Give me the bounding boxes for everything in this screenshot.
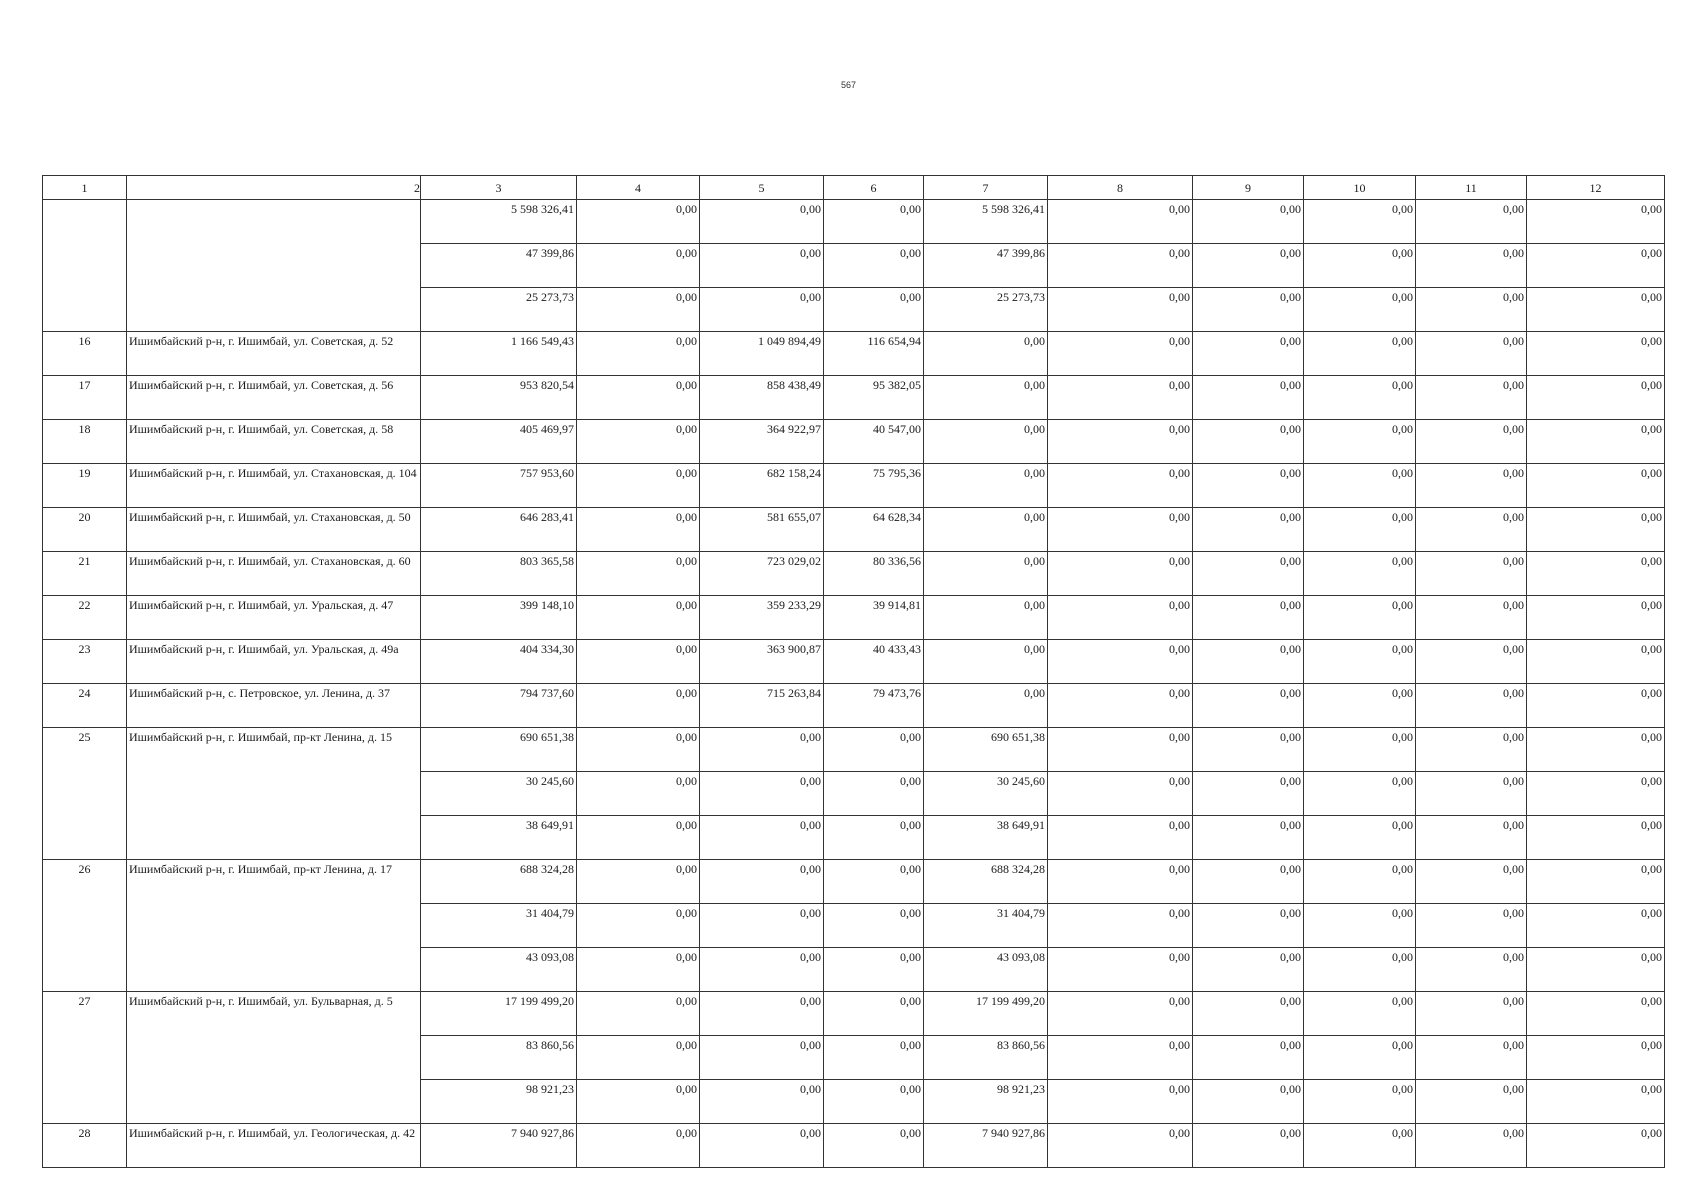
- value-cell-col-9: 0,00: [1193, 200, 1304, 244]
- value-cell-col-7: 30 245,60: [924, 772, 1048, 816]
- value-cell-col-11: 0,00: [1416, 948, 1527, 992]
- address-cell: Ишимбайский р-н, г. Ишимбай, пр-кт Ленина, д. 15: [127, 728, 421, 860]
- value-cell-col-10: 0,00: [1304, 728, 1416, 772]
- column-header-8: 8: [1048, 176, 1193, 200]
- value-cell-col-12: 0,00: [1527, 332, 1665, 376]
- value-cell-col-11: 0,00: [1416, 860, 1527, 904]
- address-cell: Ишимбайский р-н, г. Ишимбай, ул. Геологическая, д. 42: [127, 1124, 421, 1168]
- header-row: [43, 176, 1665, 200]
- value-cell-col-5: 0,00: [700, 244, 824, 288]
- value-cell-col-7: 98 921,23: [924, 1080, 1048, 1124]
- value-cell-col-8: 0,00: [1048, 420, 1193, 464]
- value-cell-col-10: 0,00: [1304, 1080, 1416, 1124]
- value-cell-col-5: 0,00: [700, 1124, 824, 1168]
- value-cell-col-8: 0,00: [1048, 464, 1193, 508]
- value-cell-col-8: 0,00: [1048, 596, 1193, 640]
- value-cell-col-3: 646 283,41: [421, 508, 577, 552]
- table-row: [43, 508, 1665, 552]
- value-cell-col-6: 40 547,00: [824, 420, 924, 464]
- value-cell-col-12: 0,00: [1527, 508, 1665, 552]
- table-row: [43, 332, 1665, 376]
- value-cell-col-3: 38 649,91: [421, 816, 577, 860]
- value-cell-col-5: 0,00: [700, 948, 824, 992]
- column-header-7: 7: [924, 176, 1048, 200]
- value-cell-col-3: 31 404,79: [421, 904, 577, 948]
- value-cell-col-7: 690 651,38: [924, 728, 1048, 772]
- row-index: 18: [43, 420, 127, 464]
- table-body: [43, 200, 1665, 1168]
- value-cell-col-11: 0,00: [1416, 904, 1527, 948]
- value-cell-col-6: 95 382,05: [824, 376, 924, 420]
- value-cell-col-9: 0,00: [1193, 508, 1304, 552]
- value-cell-col-6: 0,00: [824, 200, 924, 244]
- value-cell-col-6: 0,00: [824, 244, 924, 288]
- data-table: [42, 175, 1665, 1168]
- value-cell-col-7: 83 860,56: [924, 1036, 1048, 1080]
- value-cell-col-4: 0,00: [577, 244, 700, 288]
- value-cell-col-11: 0,00: [1416, 200, 1527, 244]
- value-cell-col-7: 47 399,86: [924, 244, 1048, 288]
- value-cell-col-8: 0,00: [1048, 816, 1193, 860]
- value-cell-col-10: 0,00: [1304, 948, 1416, 992]
- table-row: [43, 552, 1665, 596]
- value-cell-col-6: 39 914,81: [824, 596, 924, 640]
- value-cell-col-8: 0,00: [1048, 376, 1193, 420]
- value-cell-col-4: 0,00: [577, 728, 700, 772]
- value-cell-col-3: 1 166 549,43: [421, 332, 577, 376]
- value-cell-col-11: 0,00: [1416, 464, 1527, 508]
- value-cell-col-11: 0,00: [1416, 1124, 1527, 1168]
- value-cell-col-6: 116 654,94: [824, 332, 924, 376]
- value-cell-col-8: 0,00: [1048, 860, 1193, 904]
- value-cell-col-3: 405 469,97: [421, 420, 577, 464]
- row-index: 17: [43, 376, 127, 420]
- table-row: [43, 684, 1665, 728]
- value-cell-col-4: 0,00: [577, 376, 700, 420]
- address-cell: Ишимбайский р-н, г. Ишимбай, ул. Уральская, д. 49а: [127, 640, 421, 684]
- address-cell: Ишимбайский р-н, г. Ишимбай, ул. Бульварная, д. 5: [127, 992, 421, 1124]
- value-cell-col-9: 0,00: [1193, 860, 1304, 904]
- value-cell-col-8: 0,00: [1048, 684, 1193, 728]
- value-cell-col-8: 0,00: [1048, 332, 1193, 376]
- address-cell: Ишимбайский р-н, г. Ишимбай, ул. Стахановская, д. 60: [127, 552, 421, 596]
- row-index: 19: [43, 464, 127, 508]
- value-cell-col-5: 715 263,84: [700, 684, 824, 728]
- value-cell-col-8: 0,00: [1048, 288, 1193, 332]
- value-cell-col-5: 363 900,87: [700, 640, 824, 684]
- value-cell-col-10: 0,00: [1304, 772, 1416, 816]
- address-cell: Ишимбайский р-н, г. Ишимбай, ул. Советская, д. 56: [127, 376, 421, 420]
- value-cell-col-5: 1 049 894,49: [700, 332, 824, 376]
- value-cell-col-10: 0,00: [1304, 904, 1416, 948]
- value-cell-col-9: 0,00: [1193, 464, 1304, 508]
- value-cell-col-3: 98 921,23: [421, 1080, 577, 1124]
- value-cell-col-9: 0,00: [1193, 376, 1304, 420]
- value-cell-col-5: 0,00: [700, 288, 824, 332]
- value-cell-col-4: 0,00: [577, 948, 700, 992]
- value-cell-col-6: 0,00: [824, 728, 924, 772]
- address-cell: Ишимбайский р-н, г. Ишимбай, ул. Стахановская, д. 50: [127, 508, 421, 552]
- value-cell-col-12: 0,00: [1527, 1124, 1665, 1168]
- value-cell-col-12: 0,00: [1527, 816, 1665, 860]
- value-cell-col-12: 0,00: [1527, 244, 1665, 288]
- value-cell-col-10: 0,00: [1304, 420, 1416, 464]
- value-cell-col-10: 0,00: [1304, 288, 1416, 332]
- value-cell-col-5: 581 655,07: [700, 508, 824, 552]
- value-cell-col-5: 0,00: [700, 992, 824, 1036]
- value-cell-col-10: 0,00: [1304, 640, 1416, 684]
- value-cell-col-4: 0,00: [577, 1124, 700, 1168]
- value-cell-col-4: 0,00: [577, 200, 700, 244]
- value-cell-col-5: 0,00: [700, 816, 824, 860]
- value-cell-col-4: 0,00: [577, 508, 700, 552]
- value-cell-col-4: 0,00: [577, 992, 700, 1036]
- value-cell-col-11: 0,00: [1416, 332, 1527, 376]
- value-cell-col-8: 0,00: [1048, 1036, 1193, 1080]
- value-cell-col-10: 0,00: [1304, 860, 1416, 904]
- value-cell-col-7: 43 093,08: [924, 948, 1048, 992]
- value-cell-col-10: 0,00: [1304, 332, 1416, 376]
- value-cell-col-8: 0,00: [1048, 508, 1193, 552]
- value-cell-col-4: 0,00: [577, 1080, 700, 1124]
- value-cell-col-7: 0,00: [924, 508, 1048, 552]
- value-cell-col-3: 803 365,58: [421, 552, 577, 596]
- column-header-3: 3: [421, 176, 577, 200]
- value-cell-col-3: 953 820,54: [421, 376, 577, 420]
- row-index: 21: [43, 552, 127, 596]
- value-cell-col-4: 0,00: [577, 464, 700, 508]
- value-cell-col-5: 364 922,97: [700, 420, 824, 464]
- value-cell-col-7: 7 940 927,86: [924, 1124, 1048, 1168]
- value-cell-col-9: 0,00: [1193, 1036, 1304, 1080]
- value-cell-col-4: 0,00: [577, 640, 700, 684]
- value-cell-col-3: 47 399,86: [421, 244, 577, 288]
- value-cell-col-3: 690 651,38: [421, 728, 577, 772]
- table-row: [43, 860, 1665, 904]
- value-cell-col-11: 0,00: [1416, 376, 1527, 420]
- value-cell-col-6: 79 473,76: [824, 684, 924, 728]
- value-cell-col-5: 0,00: [700, 200, 824, 244]
- value-cell-col-6: 0,00: [824, 992, 924, 1036]
- table-row: [43, 464, 1665, 508]
- address-cell: Ишимбайский р-н, с. Петровское, ул. Ленина, д. 37: [127, 684, 421, 728]
- value-cell-col-11: 0,00: [1416, 640, 1527, 684]
- row-index: 24: [43, 684, 127, 728]
- table-row: [43, 640, 1665, 684]
- value-cell-col-3: 757 953,60: [421, 464, 577, 508]
- address-cell: Ишимбайский р-н, г. Ишимбай, ул. Советская, д. 58: [127, 420, 421, 464]
- value-cell-col-7: 38 649,91: [924, 816, 1048, 860]
- value-cell-col-5: 0,00: [700, 904, 824, 948]
- value-cell-col-4: 0,00: [577, 860, 700, 904]
- value-cell-col-9: 0,00: [1193, 772, 1304, 816]
- value-cell-col-10: 0,00: [1304, 376, 1416, 420]
- value-cell-col-5: 0,00: [700, 1036, 824, 1080]
- value-cell-col-8: 0,00: [1048, 1080, 1193, 1124]
- value-cell-col-12: 0,00: [1527, 640, 1665, 684]
- value-cell-col-9: 0,00: [1193, 992, 1304, 1036]
- value-cell-col-9: 0,00: [1193, 552, 1304, 596]
- value-cell-col-9: 0,00: [1193, 596, 1304, 640]
- value-cell-col-10: 0,00: [1304, 684, 1416, 728]
- value-cell-col-3: 83 860,56: [421, 1036, 577, 1080]
- table-row: [43, 376, 1665, 420]
- value-cell-col-8: 0,00: [1048, 244, 1193, 288]
- value-cell-col-11: 0,00: [1416, 728, 1527, 772]
- table-row: [43, 200, 1665, 244]
- value-cell-col-7: 0,00: [924, 420, 1048, 464]
- value-cell-col-12: 0,00: [1527, 552, 1665, 596]
- value-cell-col-5: 0,00: [700, 1080, 824, 1124]
- table-row: [43, 728, 1665, 772]
- value-cell-col-3: 399 148,10: [421, 596, 577, 640]
- value-cell-col-10: 0,00: [1304, 244, 1416, 288]
- value-cell-col-5: 0,00: [700, 772, 824, 816]
- value-cell-col-10: 0,00: [1304, 992, 1416, 1036]
- value-cell-col-4: 0,00: [577, 1036, 700, 1080]
- value-cell-col-7: 0,00: [924, 464, 1048, 508]
- value-cell-col-11: 0,00: [1416, 684, 1527, 728]
- value-cell-col-11: 0,00: [1416, 420, 1527, 464]
- value-cell-col-5: 359 233,29: [700, 596, 824, 640]
- value-cell-col-7: 31 404,79: [924, 904, 1048, 948]
- value-cell-col-5: 858 438,49: [700, 376, 824, 420]
- row-index: 23: [43, 640, 127, 684]
- value-cell-col-9: 0,00: [1193, 640, 1304, 684]
- value-cell-col-6: 0,00: [824, 1124, 924, 1168]
- value-cell-col-7: 17 199 499,20: [924, 992, 1048, 1036]
- page-number: 567: [840, 80, 857, 90]
- value-cell-col-12: 0,00: [1527, 948, 1665, 992]
- value-cell-col-7: 25 273,73: [924, 288, 1048, 332]
- value-cell-col-11: 0,00: [1416, 244, 1527, 288]
- value-cell-col-3: 17 199 499,20: [421, 992, 577, 1036]
- value-cell-col-9: 0,00: [1193, 244, 1304, 288]
- value-cell-col-9: 0,00: [1193, 728, 1304, 772]
- value-cell-col-6: 0,00: [824, 904, 924, 948]
- value-cell-col-6: 75 795,36: [824, 464, 924, 508]
- value-cell-col-11: 0,00: [1416, 508, 1527, 552]
- table-row: [43, 596, 1665, 640]
- value-cell-col-12: 0,00: [1527, 420, 1665, 464]
- address-cell: Ишимбайский р-н, г. Ишимбай, ул. Стахановская, д. 104: [127, 464, 421, 508]
- value-cell-col-11: 0,00: [1416, 1036, 1527, 1080]
- column-header-10: 10: [1304, 176, 1416, 200]
- address-cell: Ишимбайский р-н, г. Ишимбай, ул. Советская, д. 52: [127, 332, 421, 376]
- value-cell-col-10: 0,00: [1304, 464, 1416, 508]
- value-cell-col-12: 0,00: [1527, 288, 1665, 332]
- row-index: 27: [43, 992, 127, 1124]
- row-index: 25: [43, 728, 127, 860]
- value-cell-col-6: 0,00: [824, 288, 924, 332]
- value-cell-col-8: 0,00: [1048, 992, 1193, 1036]
- value-cell-col-7: 688 324,28: [924, 860, 1048, 904]
- column-header-2: 2: [127, 176, 421, 200]
- value-cell-col-10: 0,00: [1304, 1036, 1416, 1080]
- column-header-12: 12: [1527, 176, 1665, 200]
- value-cell-col-4: 0,00: [577, 904, 700, 948]
- value-cell-col-12: 0,00: [1527, 860, 1665, 904]
- value-cell-col-6: 0,00: [824, 1080, 924, 1124]
- value-cell-col-5: 0,00: [700, 728, 824, 772]
- value-cell-col-10: 0,00: [1304, 1124, 1416, 1168]
- value-cell-col-4: 0,00: [577, 596, 700, 640]
- value-cell-col-12: 0,00: [1527, 728, 1665, 772]
- value-cell-col-5: 0,00: [700, 860, 824, 904]
- value-cell-col-8: 0,00: [1048, 904, 1193, 948]
- value-cell-col-11: 0,00: [1416, 596, 1527, 640]
- value-cell-col-4: 0,00: [577, 816, 700, 860]
- value-cell-col-12: 0,00: [1527, 684, 1665, 728]
- value-cell-col-7: 0,00: [924, 640, 1048, 684]
- value-cell-col-5: 682 158,24: [700, 464, 824, 508]
- value-cell-col-11: 0,00: [1416, 552, 1527, 596]
- value-cell-col-7: 0,00: [924, 332, 1048, 376]
- table-row: [43, 1124, 1665, 1168]
- value-cell-col-11: 0,00: [1416, 288, 1527, 332]
- value-cell-col-3: 5 598 326,41: [421, 200, 577, 244]
- value-cell-col-3: 404 334,30: [421, 640, 577, 684]
- column-header-6: 6: [824, 176, 924, 200]
- value-cell-col-3: 30 245,60: [421, 772, 577, 816]
- value-cell-col-4: 0,00: [577, 552, 700, 596]
- value-cell-col-8: 0,00: [1048, 552, 1193, 596]
- value-cell-col-12: 0,00: [1527, 1036, 1665, 1080]
- value-cell-col-12: 0,00: [1527, 200, 1665, 244]
- value-cell-col-8: 0,00: [1048, 640, 1193, 684]
- value-cell-col-9: 0,00: [1193, 332, 1304, 376]
- column-header-4: 4: [577, 176, 700, 200]
- value-cell-col-8: 0,00: [1048, 772, 1193, 816]
- address-cell: Ишимбайский р-н, г. Ишимбай, ул. Уральская, д. 47: [127, 596, 421, 640]
- value-cell-col-8: 0,00: [1048, 728, 1193, 772]
- value-cell-col-3: 7 940 927,86: [421, 1124, 577, 1168]
- value-cell-col-9: 0,00: [1193, 684, 1304, 728]
- value-cell-col-12: 0,00: [1527, 992, 1665, 1036]
- value-cell-col-8: 0,00: [1048, 1124, 1193, 1168]
- value-cell-col-10: 0,00: [1304, 508, 1416, 552]
- value-cell-col-10: 0,00: [1304, 816, 1416, 860]
- value-cell-col-4: 0,00: [577, 332, 700, 376]
- column-header-5: 5: [700, 176, 824, 200]
- value-cell-col-3: 25 273,73: [421, 288, 577, 332]
- value-cell-col-3: 688 324,28: [421, 860, 577, 904]
- value-cell-col-5: 723 029,02: [700, 552, 824, 596]
- value-cell-col-7: 0,00: [924, 552, 1048, 596]
- value-cell-col-3: 43 093,08: [421, 948, 577, 992]
- value-cell-col-4: 0,00: [577, 420, 700, 464]
- row-index: 28: [43, 1124, 127, 1168]
- value-cell-col-6: 40 433,43: [824, 640, 924, 684]
- value-cell-col-6: 64 628,34: [824, 508, 924, 552]
- value-cell-col-8: 0,00: [1048, 948, 1193, 992]
- value-cell-col-11: 0,00: [1416, 772, 1527, 816]
- value-cell-col-10: 0,00: [1304, 596, 1416, 640]
- value-cell-col-6: 0,00: [824, 772, 924, 816]
- value-cell-col-11: 0,00: [1416, 1080, 1527, 1124]
- value-cell-col-4: 0,00: [577, 288, 700, 332]
- value-cell-col-10: 0,00: [1304, 200, 1416, 244]
- column-header-9: 9: [1193, 176, 1304, 200]
- value-cell-col-6: 0,00: [824, 860, 924, 904]
- value-cell-col-6: 80 336,56: [824, 552, 924, 596]
- address-cell: [127, 200, 421, 332]
- value-cell-col-7: 0,00: [924, 596, 1048, 640]
- value-cell-col-7: 5 598 326,41: [924, 200, 1048, 244]
- value-cell-col-9: 0,00: [1193, 288, 1304, 332]
- row-index: 20: [43, 508, 127, 552]
- value-cell-col-8: 0,00: [1048, 200, 1193, 244]
- value-cell-col-12: 0,00: [1527, 904, 1665, 948]
- value-cell-col-7: 0,00: [924, 376, 1048, 420]
- row-index: 26: [43, 860, 127, 992]
- value-cell-col-9: 0,00: [1193, 816, 1304, 860]
- value-cell-col-9: 0,00: [1193, 948, 1304, 992]
- value-cell-col-11: 0,00: [1416, 992, 1527, 1036]
- value-cell-col-9: 0,00: [1193, 420, 1304, 464]
- value-cell-col-3: 794 737,60: [421, 684, 577, 728]
- row-index: [43, 200, 127, 332]
- value-cell-col-12: 0,00: [1527, 596, 1665, 640]
- row-index: 22: [43, 596, 127, 640]
- value-cell-col-9: 0,00: [1193, 1124, 1304, 1168]
- value-cell-col-12: 0,00: [1527, 376, 1665, 420]
- value-cell-col-6: 0,00: [824, 816, 924, 860]
- value-cell-col-11: 0,00: [1416, 816, 1527, 860]
- table-row: [43, 992, 1665, 1036]
- value-cell-col-4: 0,00: [577, 684, 700, 728]
- value-cell-col-6: 0,00: [824, 1036, 924, 1080]
- value-cell-col-9: 0,00: [1193, 904, 1304, 948]
- value-cell-col-12: 0,00: [1527, 464, 1665, 508]
- value-cell-col-10: 0,00: [1304, 552, 1416, 596]
- address-cell: Ишимбайский р-н, г. Ишимбай, пр-кт Ленина, д. 17: [127, 860, 421, 992]
- value-cell-col-7: 0,00: [924, 684, 1048, 728]
- value-cell-col-12: 0,00: [1527, 1080, 1665, 1124]
- row-index: 16: [43, 332, 127, 376]
- column-header-1: 1: [43, 176, 127, 200]
- value-cell-col-9: 0,00: [1193, 1080, 1304, 1124]
- value-cell-col-6: 0,00: [824, 948, 924, 992]
- value-cell-col-4: 0,00: [577, 772, 700, 816]
- table-row: [43, 420, 1665, 464]
- value-cell-col-12: 0,00: [1527, 772, 1665, 816]
- column-header-11: 11: [1416, 176, 1527, 200]
